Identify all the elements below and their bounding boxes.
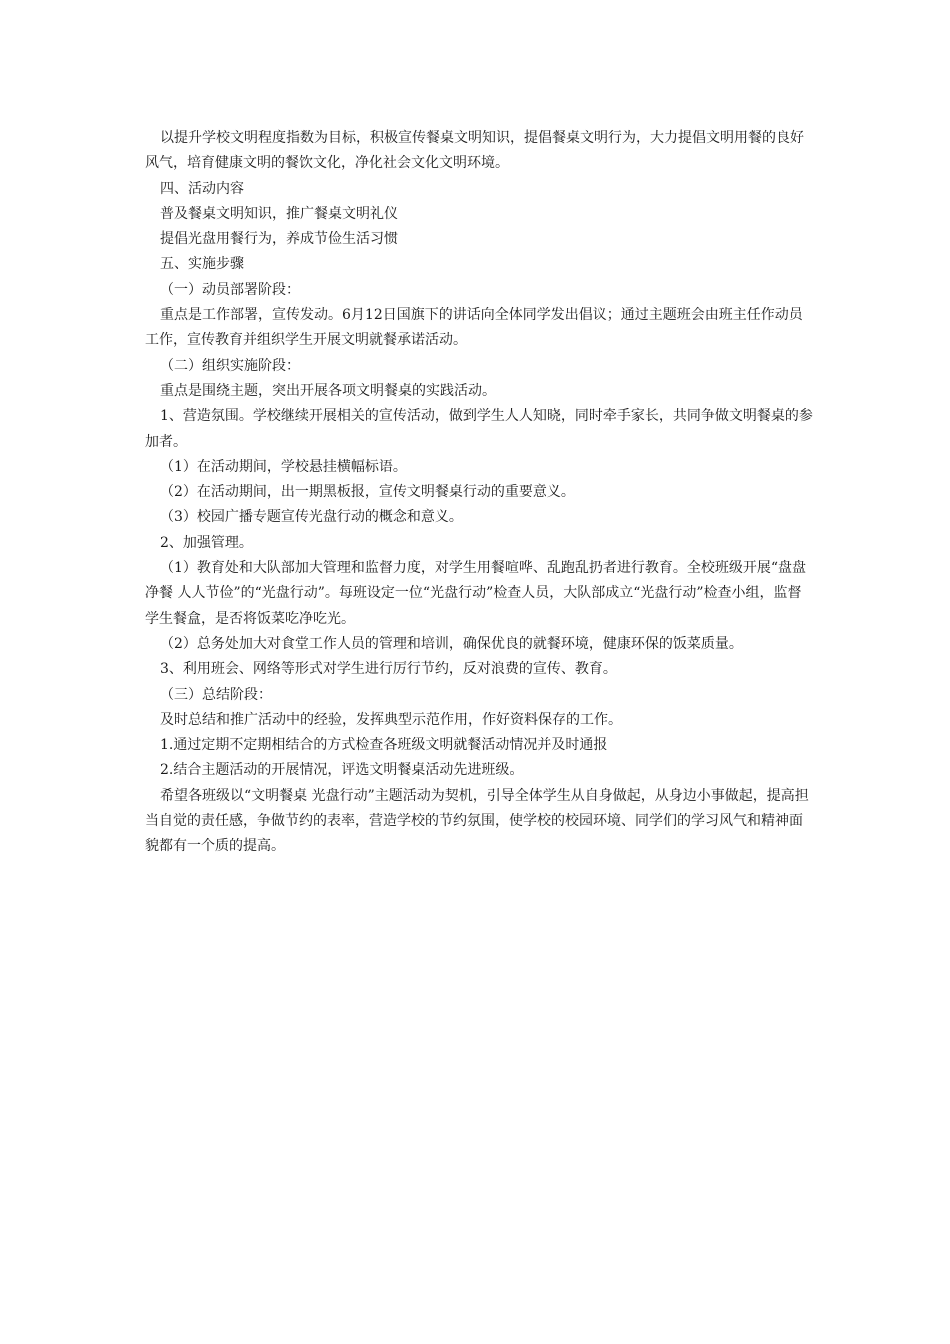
item-education: 3、利用班会、网络等形式对学生进行厉行节约，反对浪费的宣传、教育。 [160,661,617,678]
paragraph-content-1: 普及餐桌文明知识，推广餐桌文明礼仪 [160,205,398,222]
summary-item-1: 1.通过定期不定期相结合的方式检查各班级文明就餐活动情况并及时通报 [160,737,608,754]
paragraph-content-2: 提倡光盘用餐行为，养成节俭生活习惯 [160,231,398,248]
subitem-canteen: （2）总务处加大对食堂工作人员的管理和培训，确保优良的就餐环境，健康环保的饭菜质量。 [160,635,743,652]
paragraph-summary: 及时总结和推广活动中的经验，发挥典型示范作用，作好资料保存的工作。 [160,711,622,728]
subitem-banner: （1）在活动期间，学校悬挂横幅标语。 [160,458,407,475]
heading-activity-content: 四、活动内容 [160,180,244,197]
subheading-mobilization: （一）动员部署阶段： [160,281,300,298]
item-atmosphere: 1、营造氛围。学校继续开展相关的宣传活动，做到学生人人知晓，同时牵手家长，共同争做文明餐桌的参加者。 [145,408,813,450]
subitem-supervision: （1）教育处和大队部加大管理和监督力度，对学生用餐喧哗、乱跑乱扔者进行教育。全校班级开展“盘盘净餐 人人节俭”的“光盘行动”。每班设定一位“光盘行动”检查人员，大队部成立“光盘行动”检查小组，监督学生餐盒，是否将饭菜吃净吃光。 [145,560,807,627]
heading-implementation: 五、实施步骤 [160,256,244,273]
subheading-summary: （三）总结阶段： [160,686,272,703]
item-management: 2、加强管理。 [160,534,253,551]
summary-item-2: 2.结合主题活动的开展情况，评选文明餐桌活动先进班级。 [160,762,524,779]
paragraph-closing: 希望各班级以“文明餐桌 光盘行动”主题活动为契机，引导全体学生从自身做起，从身边小事做起，提高担当自觉的责任感，争做节约的表率，营造学校的节约氛围，使学校的校园环境、同学们的学习风气和精神面貌都有一个质的提高。 [145,787,809,855]
subitem-broadcast: （3）校园广播专题宣传光盘行动的概念和意义。 [160,509,463,526]
paragraph-mobilization: 重点是工作部署，宣传发动。6月12日国旗下的讲话向全体同学发出倡议；通过主题班会由班主任作动员工作，宣传教育并组织学生开展文明就餐承诺活动。 [145,307,803,349]
subitem-blackboard: （2）在活动期间，出一期黑板报，宣传文明餐桌行动的重要意义。 [160,484,575,501]
document-body [145,126,815,860]
paragraph-organization: 重点是围绕主题，突出开展各项文明餐桌的实践活动。 [160,382,496,399]
paragraph-goal: 以提升学校文明程度指数为目标，积极宣传餐桌文明知识，提倡餐桌文明行为，大力提倡文明用餐的良好风气，培育健康文明的餐饮文化，净化社会文化文明环境。 [145,130,804,172]
subheading-organization: （二）组织实施阶段： [160,357,300,374]
